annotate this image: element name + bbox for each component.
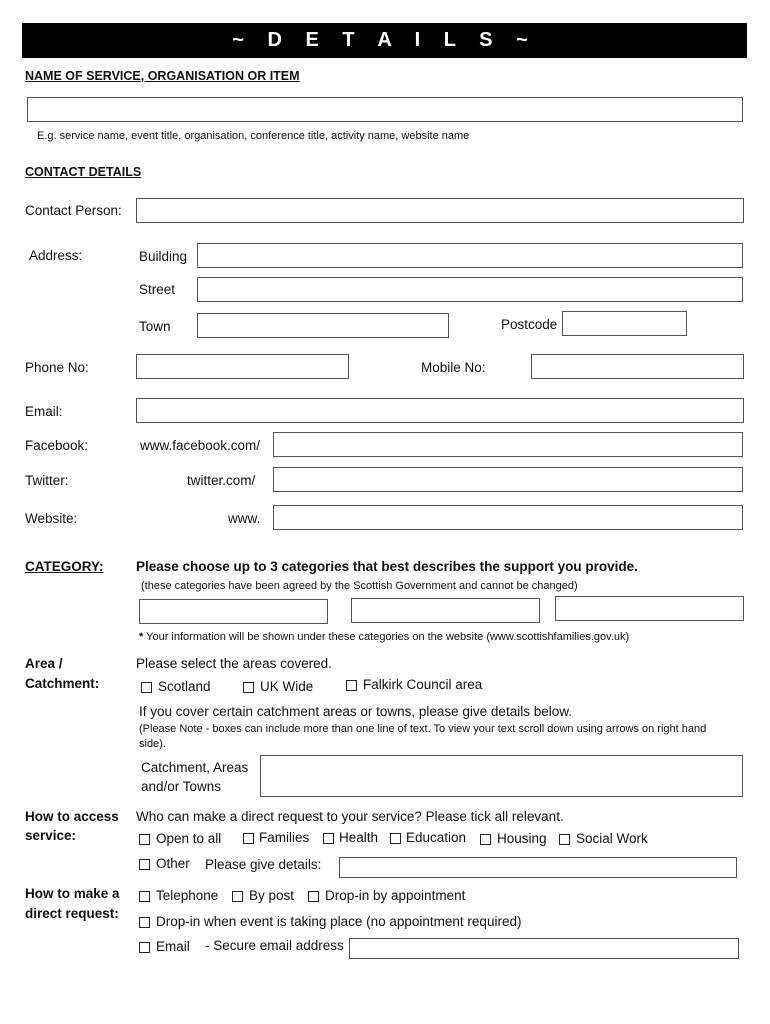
category-instruction: Please choose up to 3 categories that best describes the support you provide. [136, 559, 638, 574]
towns-note: (Please Note - boxes can include more than one line of text. To view your text scroll down using arrows on right hand side). [139, 723, 707, 750]
email-request-label: Email [156, 939, 190, 954]
falkirk-checkbox[interactable] [346, 680, 357, 691]
email-field[interactable] [136, 398, 744, 423]
towns-instruction: If you cover certain catchment areas or towns, please give details below. [139, 704, 572, 719]
postcode-label: Postcode [501, 317, 558, 332]
twitter-field[interactable] [273, 467, 743, 492]
access-instruction: Who can make a direct request to your service? Please tick all relevant. [136, 809, 564, 824]
town-label: Town [139, 319, 171, 334]
health-checkbox[interactable] [323, 833, 334, 844]
contact-person-label: Contact Person: [25, 203, 122, 218]
catchment-field[interactable] [260, 755, 743, 797]
health-label: Health [339, 830, 379, 845]
open-to-all-label: Open to all [156, 831, 222, 846]
families-label: Families [259, 830, 310, 845]
website-prefix: www. [228, 511, 261, 526]
mobile-label: Mobile No: [421, 360, 486, 375]
by-post-checkbox[interactable] [232, 891, 243, 902]
phone-label: Phone No: [25, 360, 89, 375]
website-label: Website: [25, 511, 78, 526]
education-checkbox[interactable] [390, 833, 401, 844]
twitter-prefix: twitter.com/ [187, 473, 256, 488]
open-to-all-checkbox[interactable] [139, 834, 150, 845]
scotland-label: Scotland [158, 679, 211, 694]
contact-person-field[interactable] [136, 198, 744, 223]
drop-in-appointment-checkbox[interactable] [308, 891, 319, 902]
request-heading-line2: direct request: [25, 906, 119, 921]
scotland-checkbox[interactable] [141, 682, 152, 693]
area-heading-line1: Area / [25, 656, 63, 671]
uk-wide-label: UK Wide [260, 679, 314, 694]
email-label: Email: [25, 404, 63, 419]
secure-email-field[interactable] [349, 938, 739, 959]
housing-checkbox[interactable] [480, 834, 491, 845]
facebook-prefix: www.facebook.com/ [140, 438, 261, 453]
housing-label: Housing [497, 831, 547, 846]
category-note: (these categories have been agreed by the Scottish Government and cannot be changed) [141, 580, 578, 592]
other-label: Other [156, 856, 190, 871]
contact-section-heading: CONTACT DETAILS [25, 165, 142, 179]
by-post-label: By post [249, 888, 295, 903]
telephone-label: Telephone [156, 888, 219, 903]
catchment-label-line1: Catchment, Areas [141, 760, 249, 775]
drop-in-event-checkbox[interactable] [139, 917, 150, 928]
social-work-label: Social Work [576, 831, 648, 846]
service-name-hint: E.g. service name, event title, organisation, conference title, activity name, website name [37, 130, 470, 142]
access-heading-line2: service: [25, 828, 77, 843]
drop-in-appointment-label: Drop-in by appointment [325, 888, 466, 903]
telephone-checkbox[interactable] [139, 891, 150, 902]
details-banner: ~ D E T A I L S ~ [22, 23, 747, 58]
building-label: Building [139, 249, 188, 264]
falkirk-label: Falkirk Council area [363, 677, 483, 692]
email-request-checkbox[interactable] [139, 942, 150, 953]
town-field[interactable] [197, 313, 449, 338]
area-instruction: Please select the areas covered. [136, 656, 332, 671]
facebook-field[interactable] [273, 432, 743, 457]
footnote-star: * [139, 631, 144, 643]
name-section-heading: NAME OF SERVICE, ORGANISATION OR ITEM [25, 69, 300, 83]
category-heading: CATEGORY: [25, 559, 104, 574]
address-label: Address: [29, 248, 83, 263]
request-heading-line1: How to make a [25, 886, 120, 901]
category-footnote: Your information will be shown under these categories on the website (www.scottishfamilies.gov.uk) [146, 631, 630, 643]
category-field-2[interactable] [351, 598, 540, 623]
street-label: Street [139, 282, 176, 297]
street-field[interactable] [197, 277, 743, 302]
social-work-checkbox[interactable] [559, 834, 570, 845]
mobile-field[interactable] [531, 354, 744, 379]
area-heading-line2: Catchment: [25, 676, 100, 691]
education-label: Education [406, 830, 467, 845]
website-field[interactable] [273, 505, 743, 530]
uk-wide-checkbox[interactable] [243, 682, 254, 693]
other-checkbox[interactable] [139, 859, 150, 870]
secure-email-label: - Secure email address [205, 938, 344, 953]
drop-in-event-label: Drop-in when event is taking place (no appointment required) [156, 914, 522, 929]
phone-field[interactable] [136, 354, 349, 379]
access-heading-line1: How to access [25, 809, 119, 824]
facebook-label: Facebook: [25, 438, 89, 453]
postcode-field[interactable] [562, 311, 687, 336]
catchment-label-line2: and/or Towns [141, 779, 222, 794]
twitter-label: Twitter: [25, 473, 69, 488]
families-checkbox[interactable] [243, 833, 254, 844]
service-name-field[interactable] [27, 97, 743, 122]
building-field[interactable] [197, 243, 743, 268]
category-field-1[interactable] [139, 599, 328, 624]
other-details-field[interactable] [339, 857, 737, 878]
other-details-label: Please give details: [205, 857, 322, 872]
category-field-3[interactable] [555, 596, 744, 621]
